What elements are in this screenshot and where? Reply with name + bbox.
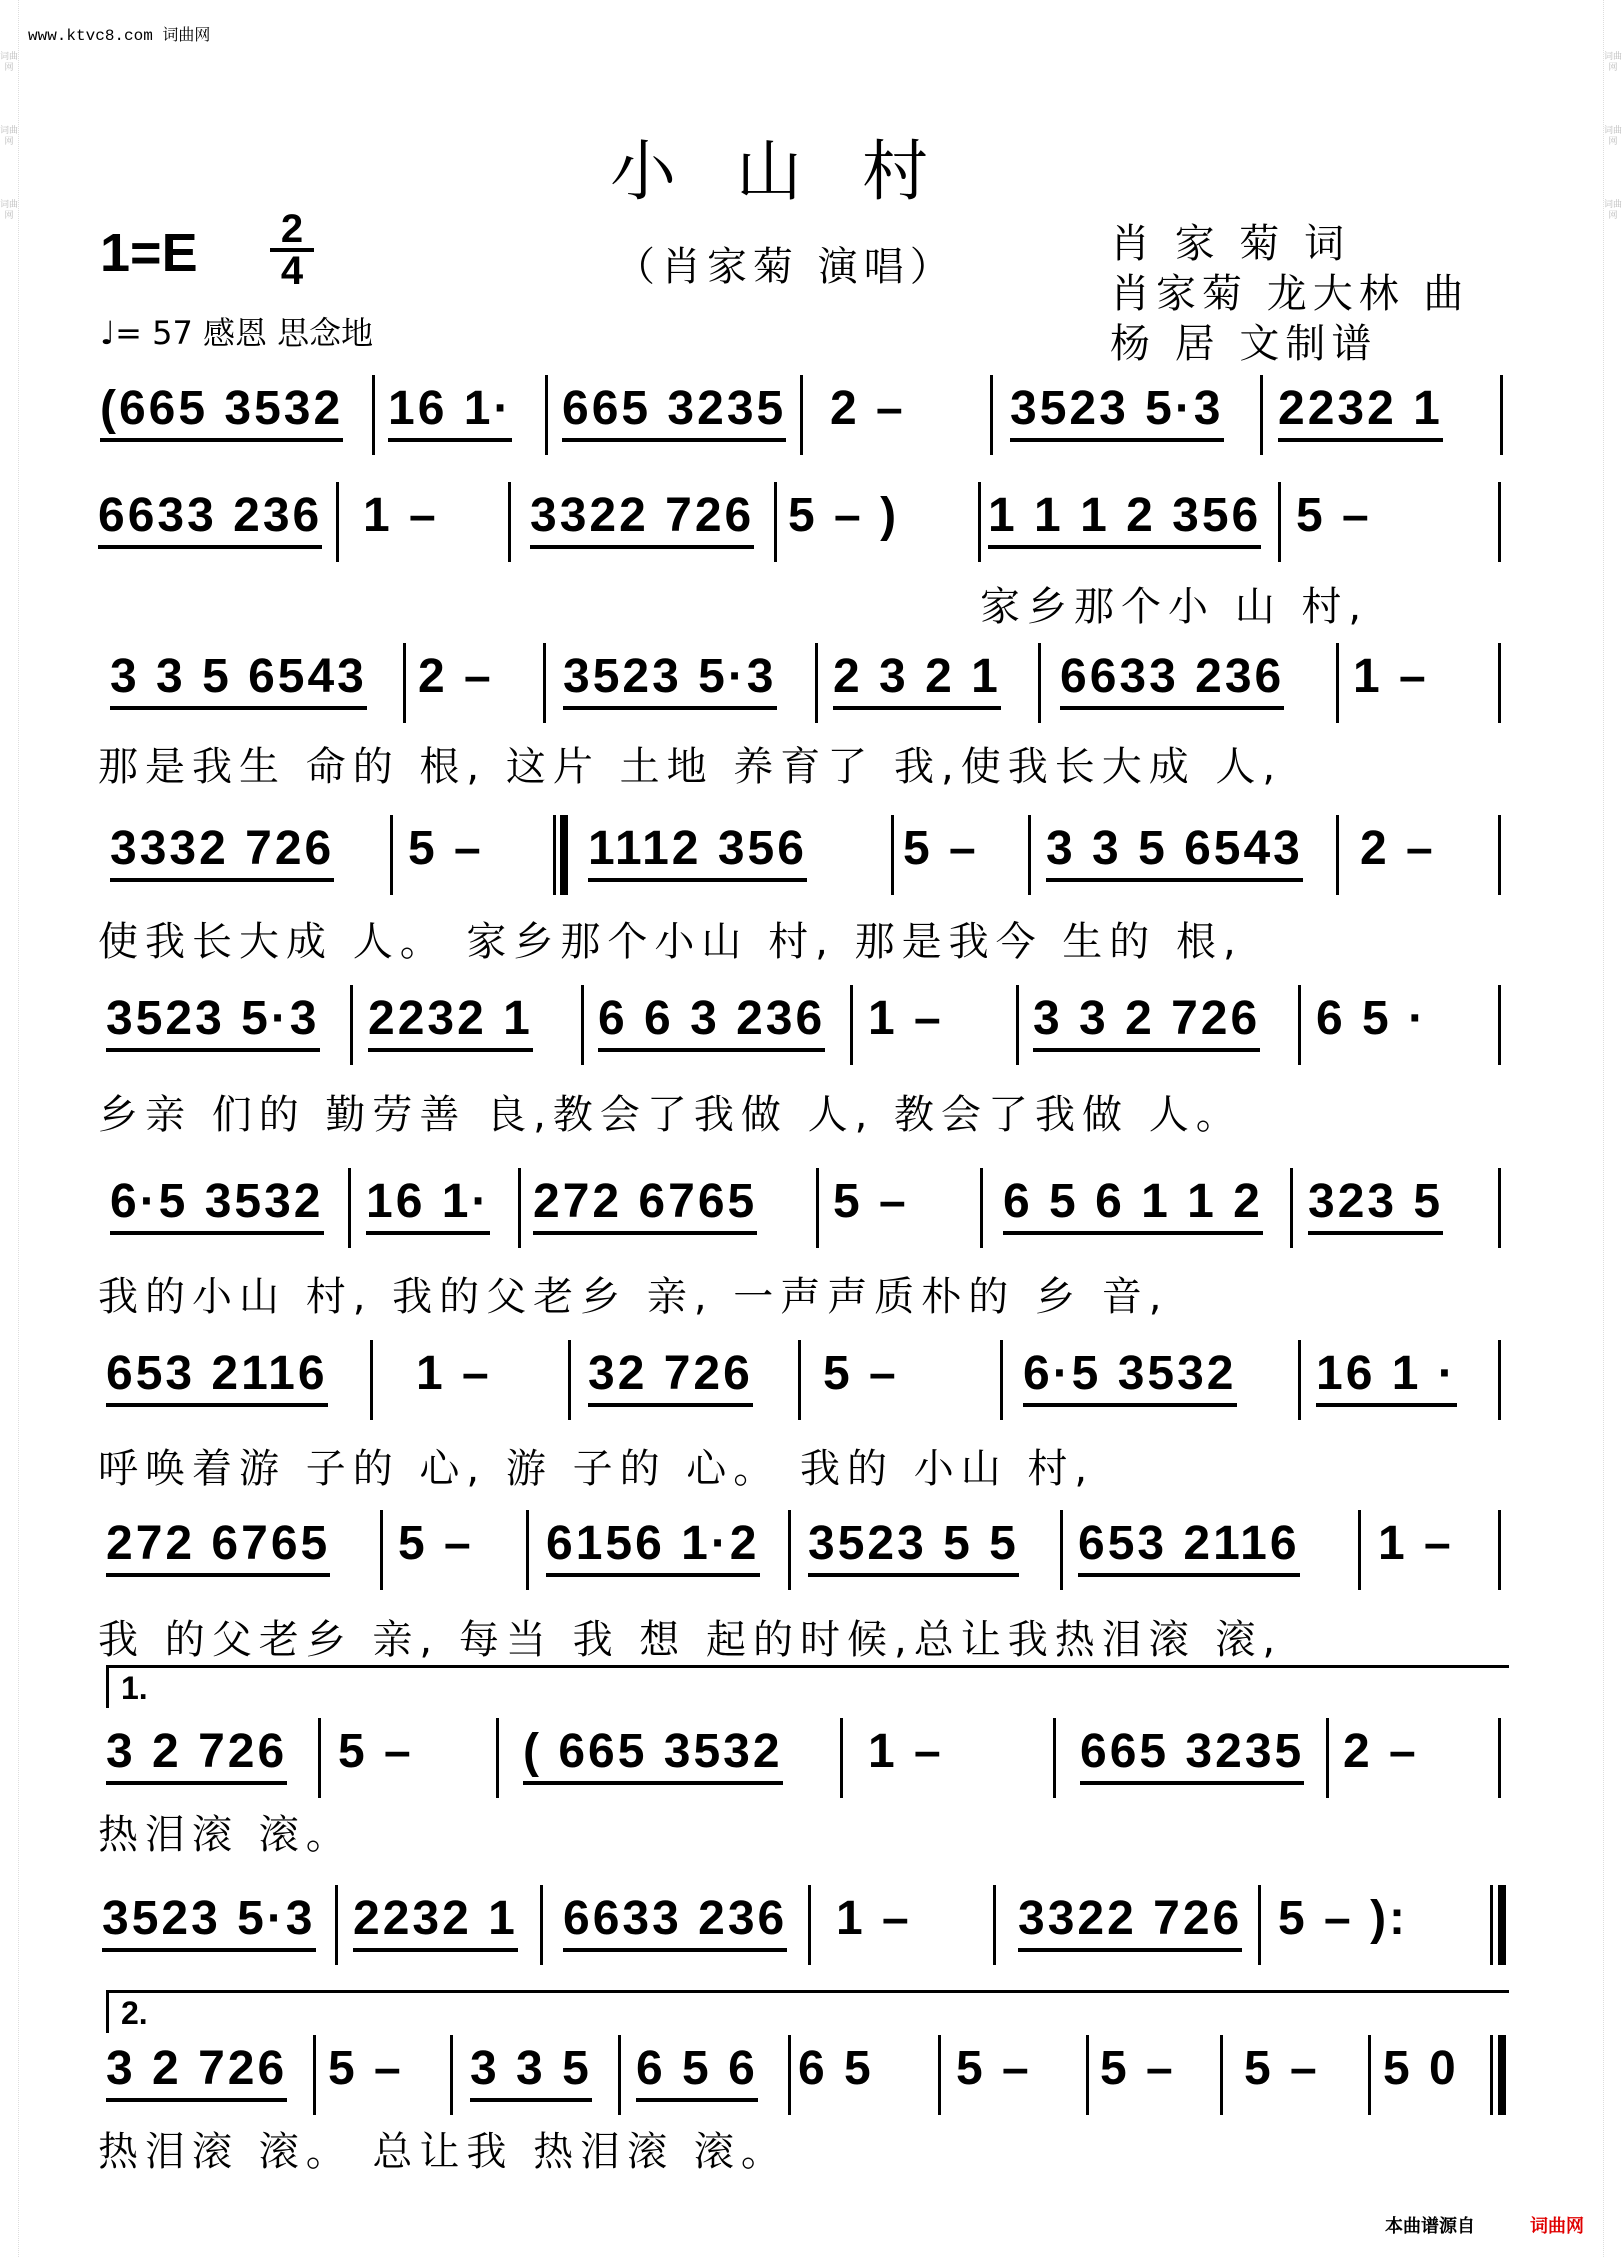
measure: 3523 5·3 — [563, 649, 777, 710]
measure: 1 – — [868, 1725, 944, 1778]
measure: 32 726 — [588, 1346, 753, 1407]
measure: 2 – — [418, 650, 494, 703]
measure: 1 – — [868, 992, 944, 1045]
measure: ( 665 3532 — [523, 1724, 783, 1785]
key-signature: 1=E — [100, 223, 198, 283]
volta-2-bracket — [106, 1990, 1509, 2033]
measure: 2 3 2 1 — [833, 649, 1001, 710]
measure: 653 2116 — [106, 1346, 328, 1407]
time-signature-bottom: 4 — [280, 249, 304, 293]
score-row-8 — [98, 1510, 1513, 1590]
notation-credit: 杨 居 文制谱 — [1110, 321, 1378, 367]
measure: 665 3235 — [1080, 1724, 1304, 1785]
measure: 3322 726 — [530, 488, 754, 549]
score-row-5 — [98, 985, 1513, 1065]
measure: 1 – — [416, 1347, 492, 1400]
measure: 665 3235 — [562, 381, 786, 442]
measure: 272 6765 — [533, 1174, 757, 1235]
measure: 3523 5 5 — [808, 1516, 1019, 1577]
measure: 2232 1 — [1278, 381, 1443, 442]
measure: 272 6765 — [106, 1516, 330, 1577]
measure: 6 5 6 — [636, 2041, 758, 2102]
lyrics-row-5: 乡亲 们的 勤劳善 良,教会了我做 人, 教会了我做 人。 — [98, 1092, 1243, 1138]
measure: 16 1 · — [1316, 1346, 1457, 1407]
measure: 5 – — [823, 1347, 899, 1400]
singer-line: （肖家菊 演唱） — [615, 244, 956, 290]
measure: 3322 726 — [1018, 1891, 1242, 1952]
lyrics-row-11: 热泪滚 滚。 总让我 热泪滚 滚。 — [98, 2129, 788, 2175]
measure: 2 – — [1360, 822, 1436, 875]
volta-1-bracket — [106, 1665, 1509, 1708]
score-row-2 — [98, 482, 1513, 562]
measure: 5 – ) — [788, 489, 900, 542]
volta-1-label: 1. — [121, 1670, 148, 1706]
measure: 3523 5·3 — [102, 1891, 316, 1952]
measure: 6633 236 — [563, 1891, 787, 1952]
measure: 5 0 — [1383, 2042, 1459, 2095]
song-title: 小山村 — [610, 133, 988, 210]
score-row-10 — [98, 1885, 1513, 1965]
site-header[interactable]: www.ktvc8.com 词曲网 — [28, 27, 211, 45]
measure: 1 1 1 2 356 — [988, 488, 1261, 549]
score-row-11 — [98, 2035, 1513, 2115]
measure: 16 1· — [388, 381, 512, 442]
measure: 3 3 5 6543 — [110, 649, 367, 710]
measure: 6 5 — [798, 2042, 874, 2095]
measure: 16 1· — [366, 1174, 490, 1235]
measure: 5 – ): — [1278, 1892, 1409, 1945]
footer-source-label: 本曲谱源自 — [1385, 2216, 1475, 2237]
measure: 2 – — [1343, 1725, 1419, 1778]
composer-credit: 肖家菊 龙大林 曲 — [1110, 271, 1470, 317]
measure: 5 – — [833, 1175, 909, 1228]
measure: 1 – — [1353, 650, 1429, 703]
lyrics-row-2: 家乡那个小 山 村, — [980, 584, 1369, 630]
measure: 5 – — [903, 822, 979, 875]
measure: 2232 1 — [353, 1891, 518, 1952]
lyrics-row-3: 那是我生 命的 根, 这片 土地 养育了 我,使我长大成 人, — [98, 744, 1283, 790]
measure: 3523 5·3 — [106, 991, 320, 1052]
measure: 653 2116 — [1078, 1516, 1300, 1577]
measure: 1 – — [363, 489, 439, 542]
lyrics-row-4: 使我长大成 人。 家乡那个小山 村, 那是我今 生的 根, — [98, 919, 1243, 965]
measure: 5 – — [1296, 489, 1372, 542]
score-row-9 — [98, 1718, 1513, 1798]
measure: 6 5 6 1 1 2 — [1003, 1174, 1263, 1235]
measure: 1 – — [1378, 1517, 1454, 1570]
left-watermark-strip: 词曲网 词曲网 词曲网 — [0, 0, 19, 2257]
measure: 3 2 726 — [106, 1724, 287, 1785]
time-signature-top: 2 — [270, 210, 314, 252]
measure: 3 2 726 — [106, 2041, 287, 2102]
measure: 3 3 5 — [470, 2041, 592, 2102]
measure: 6·5 3532 — [1023, 1346, 1237, 1407]
measure: 5 – — [398, 1517, 474, 1570]
measure: (665 3532 — [100, 381, 343, 442]
score-row-6 — [98, 1168, 1513, 1248]
measure: 5 – — [1100, 2042, 1176, 2095]
lyrics-row-6: 我的小山 村, 我的父老乡 亲, 一声声质朴的 乡 音, — [98, 1274, 1169, 1320]
volta-2-label: 2. — [121, 1995, 148, 2031]
measure: 6633 236 — [98, 488, 322, 549]
score-row-3 — [98, 643, 1513, 723]
measure: 6156 1·2 — [546, 1516, 760, 1577]
measure: 5 – — [408, 822, 484, 875]
lyrics-row-8: 我 的父老乡 亲, 每当 我 想 起的时候,总让我热泪滚 滚, — [98, 1617, 1283, 1663]
right-watermark-strip: 词曲网 词曲网 词曲网 — [1603, 0, 1622, 2257]
measure: 5 – — [328, 2042, 404, 2095]
measure: 2 – — [830, 382, 906, 435]
measure: 6 5 · — [1316, 992, 1428, 1045]
measure: 5 – — [338, 1725, 414, 1778]
measure: 3523 5·3 — [1010, 381, 1224, 442]
time-signature — [270, 207, 314, 293]
measure: 6·5 3532 — [110, 1174, 324, 1235]
measure: 6 6 3 236 — [598, 991, 825, 1052]
lyrics-row-9: 热泪滚 滚。 — [98, 1812, 353, 1858]
measure: 3 3 2 726 — [1033, 991, 1260, 1052]
measure: 323 5 — [1308, 1174, 1443, 1235]
measure: 2232 1 — [368, 991, 533, 1052]
footer-brand-link[interactable]: 词曲网 — [1530, 2216, 1584, 2237]
measure: 6633 236 — [1060, 649, 1284, 710]
lyricist-credit: 肖 家 菊 词 — [1110, 221, 1351, 267]
lyrics-row-7: 呼唤着游 子的 心, 游 子的 心。 我的 小山 村, — [98, 1446, 1095, 1492]
measure: 3 3 5 6543 — [1046, 821, 1303, 882]
measure: 1 – — [836, 1892, 912, 1945]
measure: 5 – — [956, 2042, 1032, 2095]
score-row-4 — [98, 815, 1513, 895]
score-row-1 — [100, 375, 1515, 455]
tempo-marking: ♩= 57 感恩 思念地 — [100, 314, 374, 352]
measure: 5 – — [1244, 2042, 1320, 2095]
score-row-7 — [98, 1340, 1513, 1420]
measure: 1112 356 — [588, 821, 807, 882]
measure: 3332 726 — [110, 821, 334, 882]
